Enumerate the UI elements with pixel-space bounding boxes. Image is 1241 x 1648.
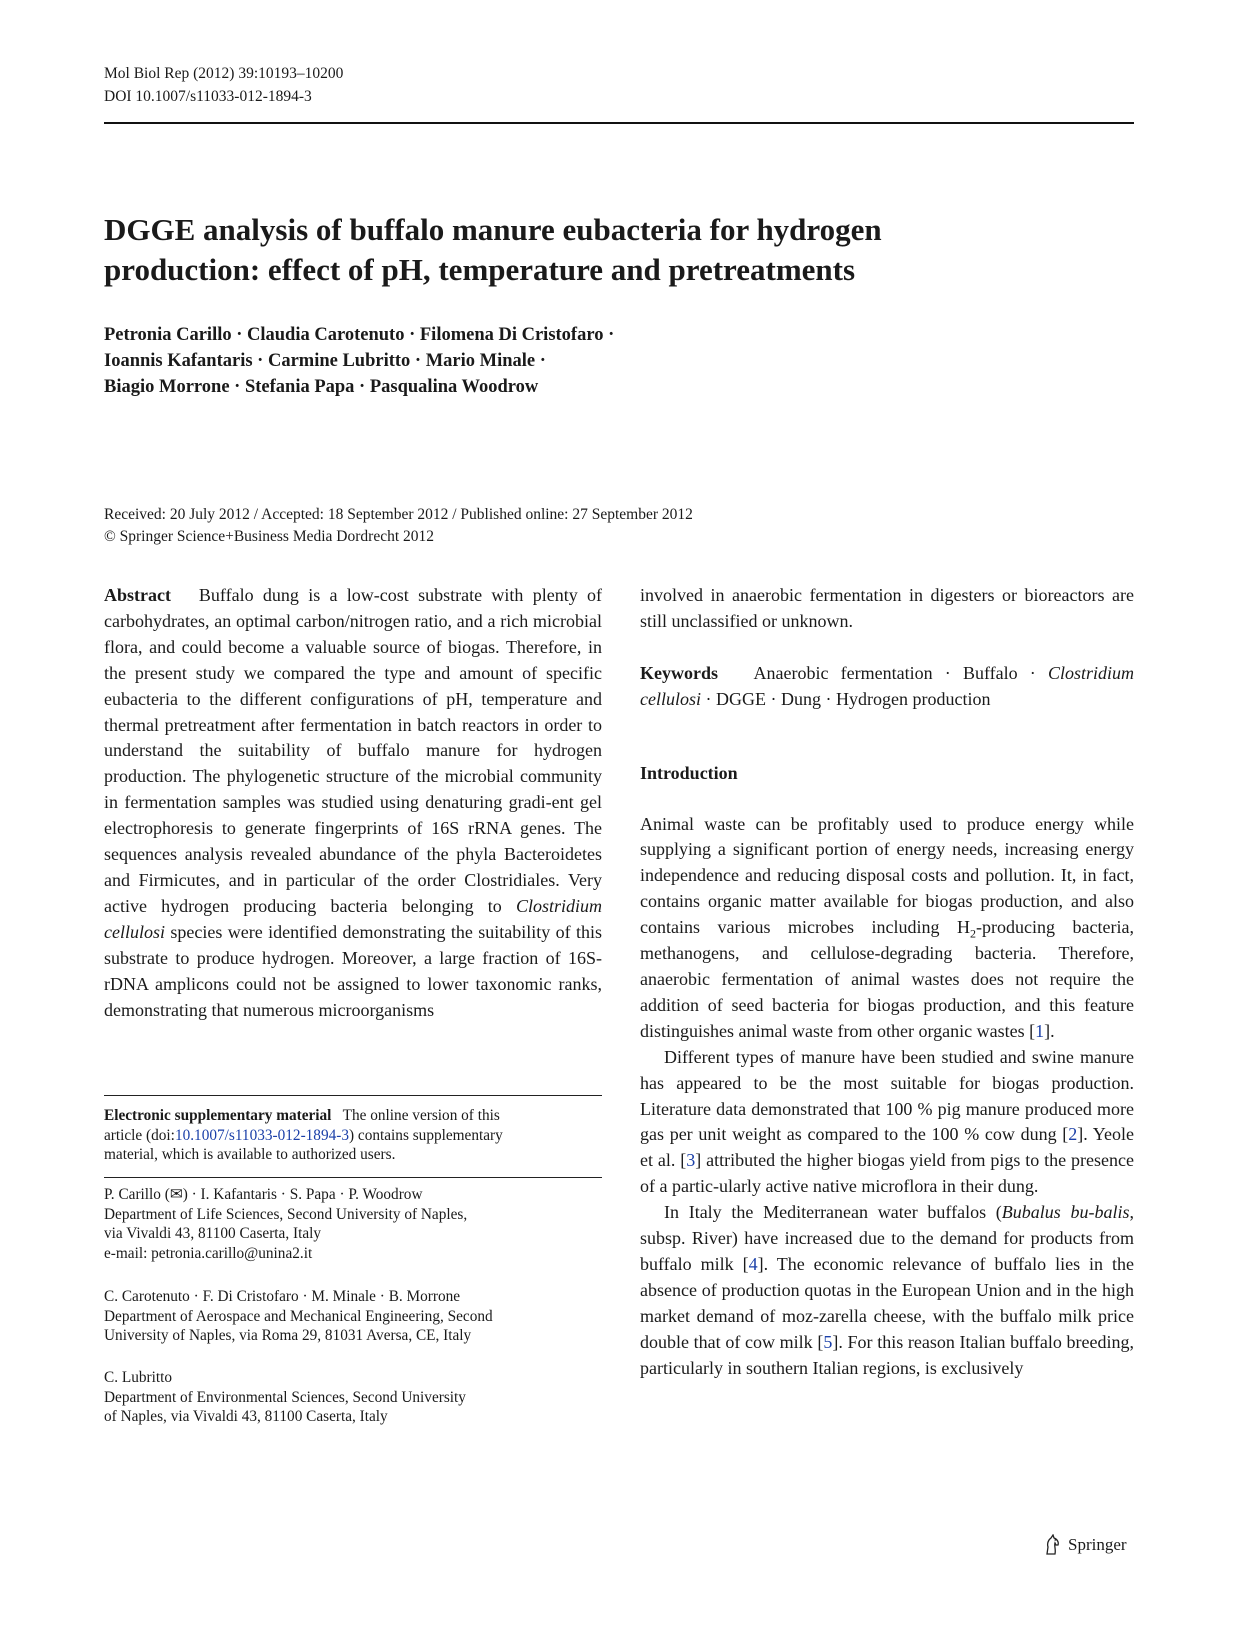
intro-p3-text-c: ]. The economic relevance of buffalo lies in the absence of production quotas in the European Union and in the high market demand of moz-zarella cheese, with the buffalo milk price double that of cow milk [ bbox=[640, 1253, 1135, 1352]
affiliation-1 bbox=[104, 1185, 602, 1263]
aff2-names: C. Carotenuto · F. Di Cristofaro · M. Minale · B. Morrone bbox=[104, 1288, 461, 1305]
intro-p3-text-d: ]. For this reason Italian buffalo breeding, particularly in southern Italian regions, is exclusively bbox=[640, 1331, 1134, 1378]
author-line-3: Biagio Morrone · Stefania Papa · Pasqualina Woodrow bbox=[104, 377, 539, 397]
keywords-part-a: Anaerobic fermentation · Buffalo · bbox=[753, 662, 1036, 683]
journal-header bbox=[104, 62, 343, 108]
paper-title bbox=[104, 210, 1104, 290]
abstract-paragraph bbox=[104, 583, 602, 1023]
author-list bbox=[104, 322, 1004, 400]
esm-footnote bbox=[104, 1106, 602, 1165]
affiliation-3 bbox=[104, 1368, 602, 1427]
intro-paragraph-1 bbox=[640, 812, 1134, 1045]
keywords-part-b: · DGGE · Dung · Hydrogen production bbox=[705, 688, 991, 709]
aff1-address: via Vivaldi 43, 81100 Caserta, Italy bbox=[104, 1225, 322, 1242]
springer-horse-icon bbox=[1043, 1534, 1063, 1556]
abstract-text-b: species were identified demonstrating the suitability of this substrate to produce hydrogen. Moreover, a large fraction of 16S-rDNA amplicons could not be assigned to lower taxonomic ranks, demonstrating that numerous microorganisms bbox=[104, 921, 602, 1020]
subscript-2: 2 bbox=[970, 926, 977, 941]
title-line-1: DGGE analysis of buffalo manure eubacteria for hydrogen bbox=[104, 212, 882, 247]
envelope-icon: ✉ bbox=[169, 1186, 183, 1203]
aff3-address: of Naples, via Vivaldi 43, 81100 Caserta, Italy bbox=[104, 1408, 388, 1425]
esm-text-a: The online version of this bbox=[342, 1107, 500, 1124]
citation-link-2[interactable]: 2 bbox=[1068, 1124, 1078, 1145]
publisher-logo bbox=[1043, 1534, 1127, 1556]
esm-text-d: material, which is available to authorized users. bbox=[104, 1146, 396, 1163]
intro-p1-text-a: Animal waste can be profitably used to produce energy while supplying a significant portion of energy needs, increasing energy independence and reducing disposal costs and pollution. It, in fact, contains organic matter available for biogas production, and also contains various microbes including H bbox=[640, 813, 1134, 938]
publisher-name: Springer bbox=[1068, 1535, 1127, 1554]
intro-paragraph-3 bbox=[640, 1200, 1134, 1381]
keywords-label: Keywords bbox=[640, 662, 718, 683]
abstract-continuation: involved in anaerobic fermentation in digesters or bioreactors are still unclassified or unknown. bbox=[640, 585, 1134, 631]
abstract-label: Abstract bbox=[104, 585, 171, 605]
author-line-1: Petronia Carillo · Claudia Carotenuto · Filomena Di Cristofaro · bbox=[104, 325, 615, 345]
footnote-rule-bottom bbox=[104, 1177, 602, 1178]
citation-link-3[interactable]: 3 bbox=[686, 1150, 696, 1171]
aff1-department: Department of Life Sciences, Second University of Naples, bbox=[104, 1205, 468, 1223]
right-column bbox=[640, 583, 1134, 1381]
intro-p3-species: Bubalus bu-balis bbox=[1001, 1202, 1130, 1223]
esm-label: Electronic supplementary material bbox=[104, 1107, 332, 1124]
author-line-2: Ioannis Kafantaris · Carmine Lubritto · Mario Minale · bbox=[104, 351, 546, 371]
journal-doi: DOI 10.1007/s11033-012-1894-3 bbox=[104, 88, 312, 105]
journal-citation: Mol Biol Rep (2012) 39:10193–10200 bbox=[104, 65, 344, 82]
aff2-address: University of Naples, via Roma 29, 81031 Aversa, CE, Italy bbox=[104, 1327, 472, 1344]
aff1-names-b: ) · I. Kafantaris · S. Papa · P. Woodrow bbox=[182, 1186, 423, 1203]
intro-p1-text-c: ]. bbox=[1044, 1020, 1055, 1041]
intro-p2-text-b: ]. Yeole et al. [ bbox=[640, 1124, 1134, 1171]
esm-text-c: ) contains supplementary bbox=[349, 1126, 503, 1144]
intro-p3-text-b: , subsp. River) have increased due to the demand for products from buffalo milk [ bbox=[640, 1202, 1134, 1274]
left-column bbox=[104, 583, 602, 1023]
intro-paragraph-2 bbox=[640, 1045, 1134, 1200]
intro-p3-text-a: In Italy the Mediterranean water buffalos ( bbox=[664, 1202, 1002, 1223]
aff1-names-a: P. Carillo ( bbox=[104, 1186, 170, 1203]
aff3-department: Department of Environmental Sciences, Second University bbox=[104, 1388, 466, 1406]
abstract-text-a: Buffalo dung is a low-cost substrate with plenty of carbohydrates, an optimal carbon/nitrogen ratio, and a rich microbial flora, and could become a valuable source of biogas. Therefore, in the present study we compared the type and amount of specific eubacteria to the different configurations of pH, temperature and thermal pretreatment after fermentation in batch reactors in order to understand the suitability of buffalo manure for hydrogen production. The phylogenetic structure of the microbial community in fermentation samples was studied using denaturing gradi-ent gel electrophoresis to generate fingerprints of 16S rRNA genes. The sequences analysis revealed abundance of the phyla Bacteroidetes and Firmicutes, and in particular of the order Clostridiales. Very active hydrogen producing bacteria belonging to bbox=[104, 585, 603, 916]
copyright-line: © Springer Science+Business Media Dordrecht 2012 bbox=[104, 528, 435, 545]
history-dates: Received: 20 July 2012 / Accepted: 18 September 2012 / Published online: 27 September 2012 bbox=[104, 506, 693, 523]
publication-history bbox=[104, 504, 693, 548]
citation-link-4[interactable]: 4 bbox=[748, 1253, 758, 1274]
introduction-heading: Introduction bbox=[640, 762, 738, 783]
aff2-department: Department of Aerospace and Mechanical Engineering, Second bbox=[104, 1307, 493, 1325]
affiliation-2 bbox=[104, 1287, 602, 1346]
aff3-names: C. Lubritto bbox=[104, 1369, 172, 1386]
aff1-email[interactable]: e-mail: petronia.carillo@unina2.it bbox=[104, 1244, 313, 1262]
intro-p1-text-b: -producing bacteria, methanogens, and cellulose-degrading bacteria. Therefore, anaerobic fermentation of animal wastes does not require the addition of seed bacteria for biogas production, and this feature distinguishes animal waste from other organic wastes [ bbox=[640, 917, 1135, 1041]
keywords-paragraph bbox=[640, 661, 1134, 713]
title-line-2: production: effect of pH, temperature and pretreatments bbox=[104, 252, 856, 287]
esm-text-b: article (doi: bbox=[104, 1126, 175, 1144]
esm-doi-link[interactable]: 10.1007/s11033-012-1894-3 bbox=[174, 1126, 349, 1144]
intro-p2-text-a: Different types of manure have been studied and swine manure has appeared to be the most suitable for biogas production. Literature data demonstrated that 100 % pig manure produced more gas per unit weight as compared to the 100 % cow dung [ bbox=[640, 1046, 1134, 1145]
keywords-species: Clostridium cellulosi bbox=[640, 662, 1134, 709]
header-rule bbox=[104, 122, 1134, 124]
abstract-species: Clostridium cellulosi bbox=[104, 895, 602, 942]
intro-p2-text-c: ] attributed the higher biogas yield from pigs to the presence of a partic-ularly active native microflora in their dung. bbox=[640, 1150, 1134, 1197]
footnote-rule-top bbox=[104, 1095, 602, 1096]
citation-link-1[interactable]: 1 bbox=[1035, 1020, 1045, 1041]
citation-link-5[interactable]: 5 bbox=[823, 1331, 833, 1352]
